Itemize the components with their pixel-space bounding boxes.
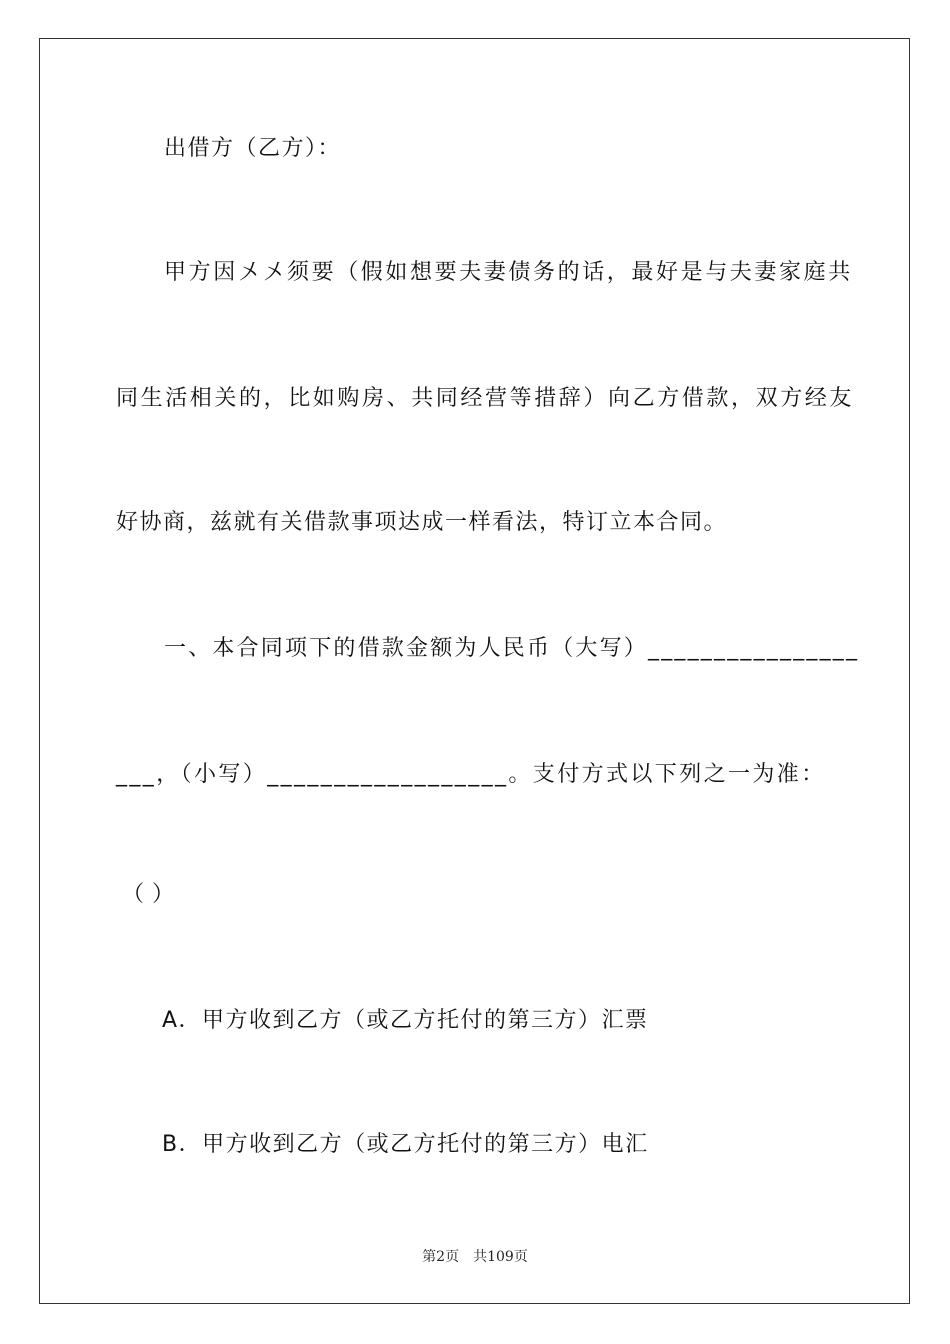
purpose-paragraph-line-1: 甲方因〤〤须要（假如想要夫妻债务的话，最好是与夫妻家庭共	[164, 260, 853, 285]
lender-party-line: 出借方（乙方）：	[164, 136, 342, 161]
purpose-paragraph-line-2: 同生活相关的，比如购房、共同经营等措辞）向乙方借款，双方经友	[116, 386, 855, 411]
payment-option-a: A．甲方收到乙方（或乙方托付的第三方）汇票	[162, 1008, 649, 1033]
clause-1-line-2: ___，（小写）__________________。支付方式以下列之一为准：	[116, 762, 826, 787]
page-footer	[0, 1247, 950, 1267]
purpose-paragraph-line-3: 好协商，兹就有关借款事项达成一样看法，特订立本合同。	[116, 510, 728, 535]
total-pages: 共109页	[473, 1249, 528, 1265]
page-number: 第2页	[422, 1249, 460, 1265]
payment-choice-blank: （）	[122, 882, 183, 907]
clause-1-line-1: 一、本合同项下的借款金额为人民币（大写）________________	[164, 636, 860, 661]
payment-option-b: B．甲方收到乙方（或乙方托付的第三方）电汇	[162, 1132, 649, 1157]
page-border	[39, 38, 910, 1304]
